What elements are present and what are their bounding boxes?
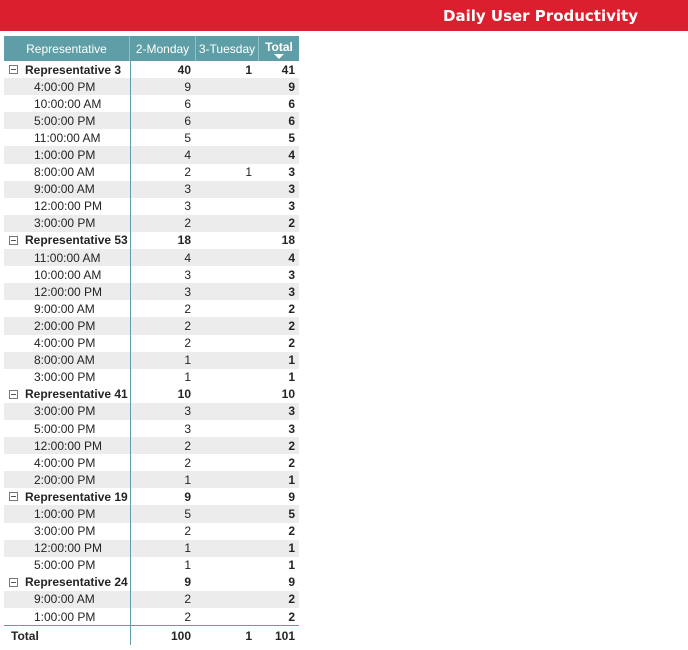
total-value: 1	[288, 558, 295, 573]
monday-value: 6	[184, 96, 191, 111]
collapse-icon[interactable]	[9, 236, 18, 245]
time-cell: 11:00:00 AM	[34, 250, 101, 265]
time-cell: 10:00:00 AM	[34, 96, 102, 111]
total-value: 3	[288, 404, 295, 419]
monday-value: 5	[184, 506, 191, 521]
total-value: 1	[288, 472, 295, 487]
time-cell: 3:00:00 PM	[34, 370, 96, 385]
time-cell: 12:00:00 PM	[34, 438, 103, 453]
group-row	[4, 61, 299, 78]
total-value: 3	[288, 284, 295, 299]
column-header-total[interactable]	[259, 36, 299, 61]
group-total-value: 9	[288, 575, 295, 590]
monday-value: 3	[184, 284, 191, 299]
table-row	[4, 403, 299, 420]
time-cell: 12:00:00 PM	[34, 199, 103, 214]
total-value: 2	[288, 609, 295, 624]
grand-total-row	[4, 625, 299, 645]
group-monday-value: 10	[177, 387, 191, 402]
time-cell: 3:00:00 PM	[34, 216, 96, 231]
group-monday-value: 9	[184, 489, 191, 504]
tuesday-value: 1	[245, 165, 252, 180]
monday-value: 4	[184, 148, 191, 163]
group-name-cell	[4, 490, 130, 504]
monday-value: 1	[184, 541, 191, 556]
table-row	[4, 540, 299, 557]
time-cell: 1:00:00 PM	[34, 506, 96, 521]
time-cell: 4:00:00 PM	[34, 455, 96, 470]
monday-value: 2	[184, 524, 191, 539]
table-row	[4, 557, 299, 574]
time-cell: 3:00:00 PM	[34, 524, 96, 539]
monday-value: 2	[184, 438, 191, 453]
table-row	[4, 317, 299, 334]
total-value: 3	[288, 267, 295, 282]
total-value: 2	[288, 455, 295, 470]
column-header-total-label: Total	[265, 39, 293, 54]
table-row	[4, 266, 299, 283]
collapse-icon[interactable]	[9, 65, 18, 74]
total-value: 3	[288, 199, 295, 214]
time-cell: 10:00:00 AM	[34, 267, 102, 282]
monday-value: 3	[184, 182, 191, 197]
table-row	[4, 335, 299, 352]
time-cell: 9:00:00 AM	[34, 301, 95, 316]
group-name-cell	[4, 63, 130, 77]
group-name: Representative 24	[25, 575, 128, 590]
report-title: Daily User Productivity	[443, 7, 638, 25]
total-value: 9	[288, 79, 295, 94]
collapse-icon[interactable]	[9, 578, 18, 587]
monday-value: 2	[184, 165, 191, 180]
monday-value: 1	[184, 472, 191, 487]
group-tuesday-value: 1	[245, 62, 252, 77]
time-cell: 11:00:00 AM	[34, 130, 101, 145]
table-row	[4, 181, 299, 198]
total-value: 1	[288, 370, 295, 385]
total-value: 2	[288, 524, 295, 539]
monday-value: 1	[184, 370, 191, 385]
monday-value: 2	[184, 609, 191, 624]
total-value: 6	[288, 96, 295, 111]
total-value: 1	[288, 353, 295, 368]
grand-total-label: Total	[11, 628, 39, 643]
table-row	[4, 369, 299, 386]
time-cell: 4:00:00 PM	[34, 336, 96, 351]
total-value: 3	[288, 165, 295, 180]
time-cell: 2:00:00 PM	[34, 318, 96, 333]
monday-value: 6	[184, 113, 191, 128]
group-monday-value: 40	[177, 62, 191, 77]
total-value: 2	[288, 336, 295, 351]
table-row	[4, 523, 299, 540]
time-cell: 4:00:00 PM	[34, 79, 96, 94]
group-name-cell	[4, 387, 130, 401]
grand-total-value: 101	[274, 628, 295, 643]
time-cell: 1:00:00 PM	[34, 609, 96, 624]
table-row	[4, 129, 299, 146]
time-cell: 5:00:00 PM	[34, 421, 96, 436]
group-total-value: 10	[281, 387, 295, 402]
time-cell: 8:00:00 AM	[34, 165, 95, 180]
table-row	[4, 112, 299, 129]
time-cell: 5:00:00 PM	[34, 558, 96, 573]
grand-total-monday: 100	[170, 628, 191, 643]
group-row	[4, 574, 299, 591]
time-cell: 9:00:00 AM	[34, 592, 95, 607]
table-row	[4, 283, 299, 300]
total-value: 4	[288, 148, 295, 163]
monday-value: 2	[184, 216, 191, 231]
group-name-cell	[4, 575, 130, 589]
total-value: 2	[288, 318, 295, 333]
monday-value: 5	[184, 130, 191, 145]
matrix-header	[4, 36, 299, 61]
table-row	[4, 471, 299, 488]
monday-value: 3	[184, 421, 191, 436]
total-value: 1	[288, 541, 295, 556]
table-row	[4, 146, 299, 163]
total-value: 5	[288, 506, 295, 521]
table-row	[4, 437, 299, 454]
group-monday-value: 9	[184, 575, 191, 590]
table-row	[4, 249, 299, 266]
total-value: 2	[288, 216, 295, 231]
table-row	[4, 505, 299, 522]
time-cell: 12:00:00 PM	[34, 541, 103, 556]
group-name: Representative 41	[25, 387, 128, 402]
table-row	[4, 352, 299, 369]
column-header-tuesday[interactable]: 3-Tuesday	[196, 36, 259, 61]
monday-value: 1	[184, 558, 191, 573]
monday-value: 2	[184, 336, 191, 351]
time-cell: 8:00:00 AM	[34, 353, 95, 368]
monday-value: 4	[184, 250, 191, 265]
total-value: 3	[288, 182, 295, 197]
monday-value: 2	[184, 592, 191, 607]
group-name: Representative 53	[25, 233, 128, 248]
monday-value: 3	[184, 404, 191, 419]
monday-value: 2	[184, 455, 191, 470]
monday-value: 1	[184, 353, 191, 368]
monday-value: 3	[184, 267, 191, 282]
time-cell: 12:00:00 PM	[34, 284, 103, 299]
total-value: 3	[288, 421, 295, 436]
table-row	[4, 78, 299, 95]
table-row	[4, 420, 299, 437]
sort-descending-icon	[274, 54, 284, 59]
collapse-icon[interactable]	[9, 492, 18, 501]
group-row	[4, 232, 299, 249]
total-value: 2	[288, 301, 295, 316]
table-row	[4, 591, 299, 608]
total-value: 2	[288, 438, 295, 453]
table-row	[4, 215, 299, 232]
monday-value: 2	[184, 301, 191, 316]
collapse-icon[interactable]	[9, 390, 18, 399]
time-cell: 1:00:00 PM	[34, 148, 96, 163]
total-value: 6	[288, 113, 295, 128]
group-name: Representative 3	[25, 62, 122, 77]
group-total-value: 9	[288, 489, 295, 504]
column-header-monday[interactable]: 2-Monday	[130, 36, 196, 61]
group-total-value: 18	[281, 233, 295, 248]
table-row	[4, 198, 299, 215]
table-row	[4, 608, 299, 625]
column-header-representative[interactable]: Representative	[4, 36, 130, 61]
monday-value: 9	[184, 79, 191, 94]
table-row	[4, 95, 299, 112]
group-row	[4, 386, 299, 403]
table-row	[4, 454, 299, 471]
group-row	[4, 488, 299, 505]
productivity-matrix	[4, 36, 299, 645]
time-cell: 9:00:00 AM	[34, 182, 95, 197]
group-total-value: 41	[281, 62, 295, 77]
total-value: 4	[288, 250, 295, 265]
total-value: 5	[288, 130, 295, 145]
table-row	[4, 300, 299, 317]
time-cell: 3:00:00 PM	[34, 404, 96, 419]
matrix-body	[4, 61, 299, 645]
table-row	[4, 164, 299, 181]
monday-value: 3	[184, 199, 191, 214]
group-monday-value: 18	[177, 233, 191, 248]
monday-value: 2	[184, 318, 191, 333]
grand-total-tuesday: 1	[245, 628, 252, 643]
total-value: 2	[288, 592, 295, 607]
group-name-cell	[4, 233, 130, 247]
time-cell: 5:00:00 PM	[34, 113, 96, 128]
title-bar	[0, 0, 688, 31]
time-cell: 2:00:00 PM	[34, 472, 96, 487]
group-name: Representative 19	[25, 489, 128, 504]
